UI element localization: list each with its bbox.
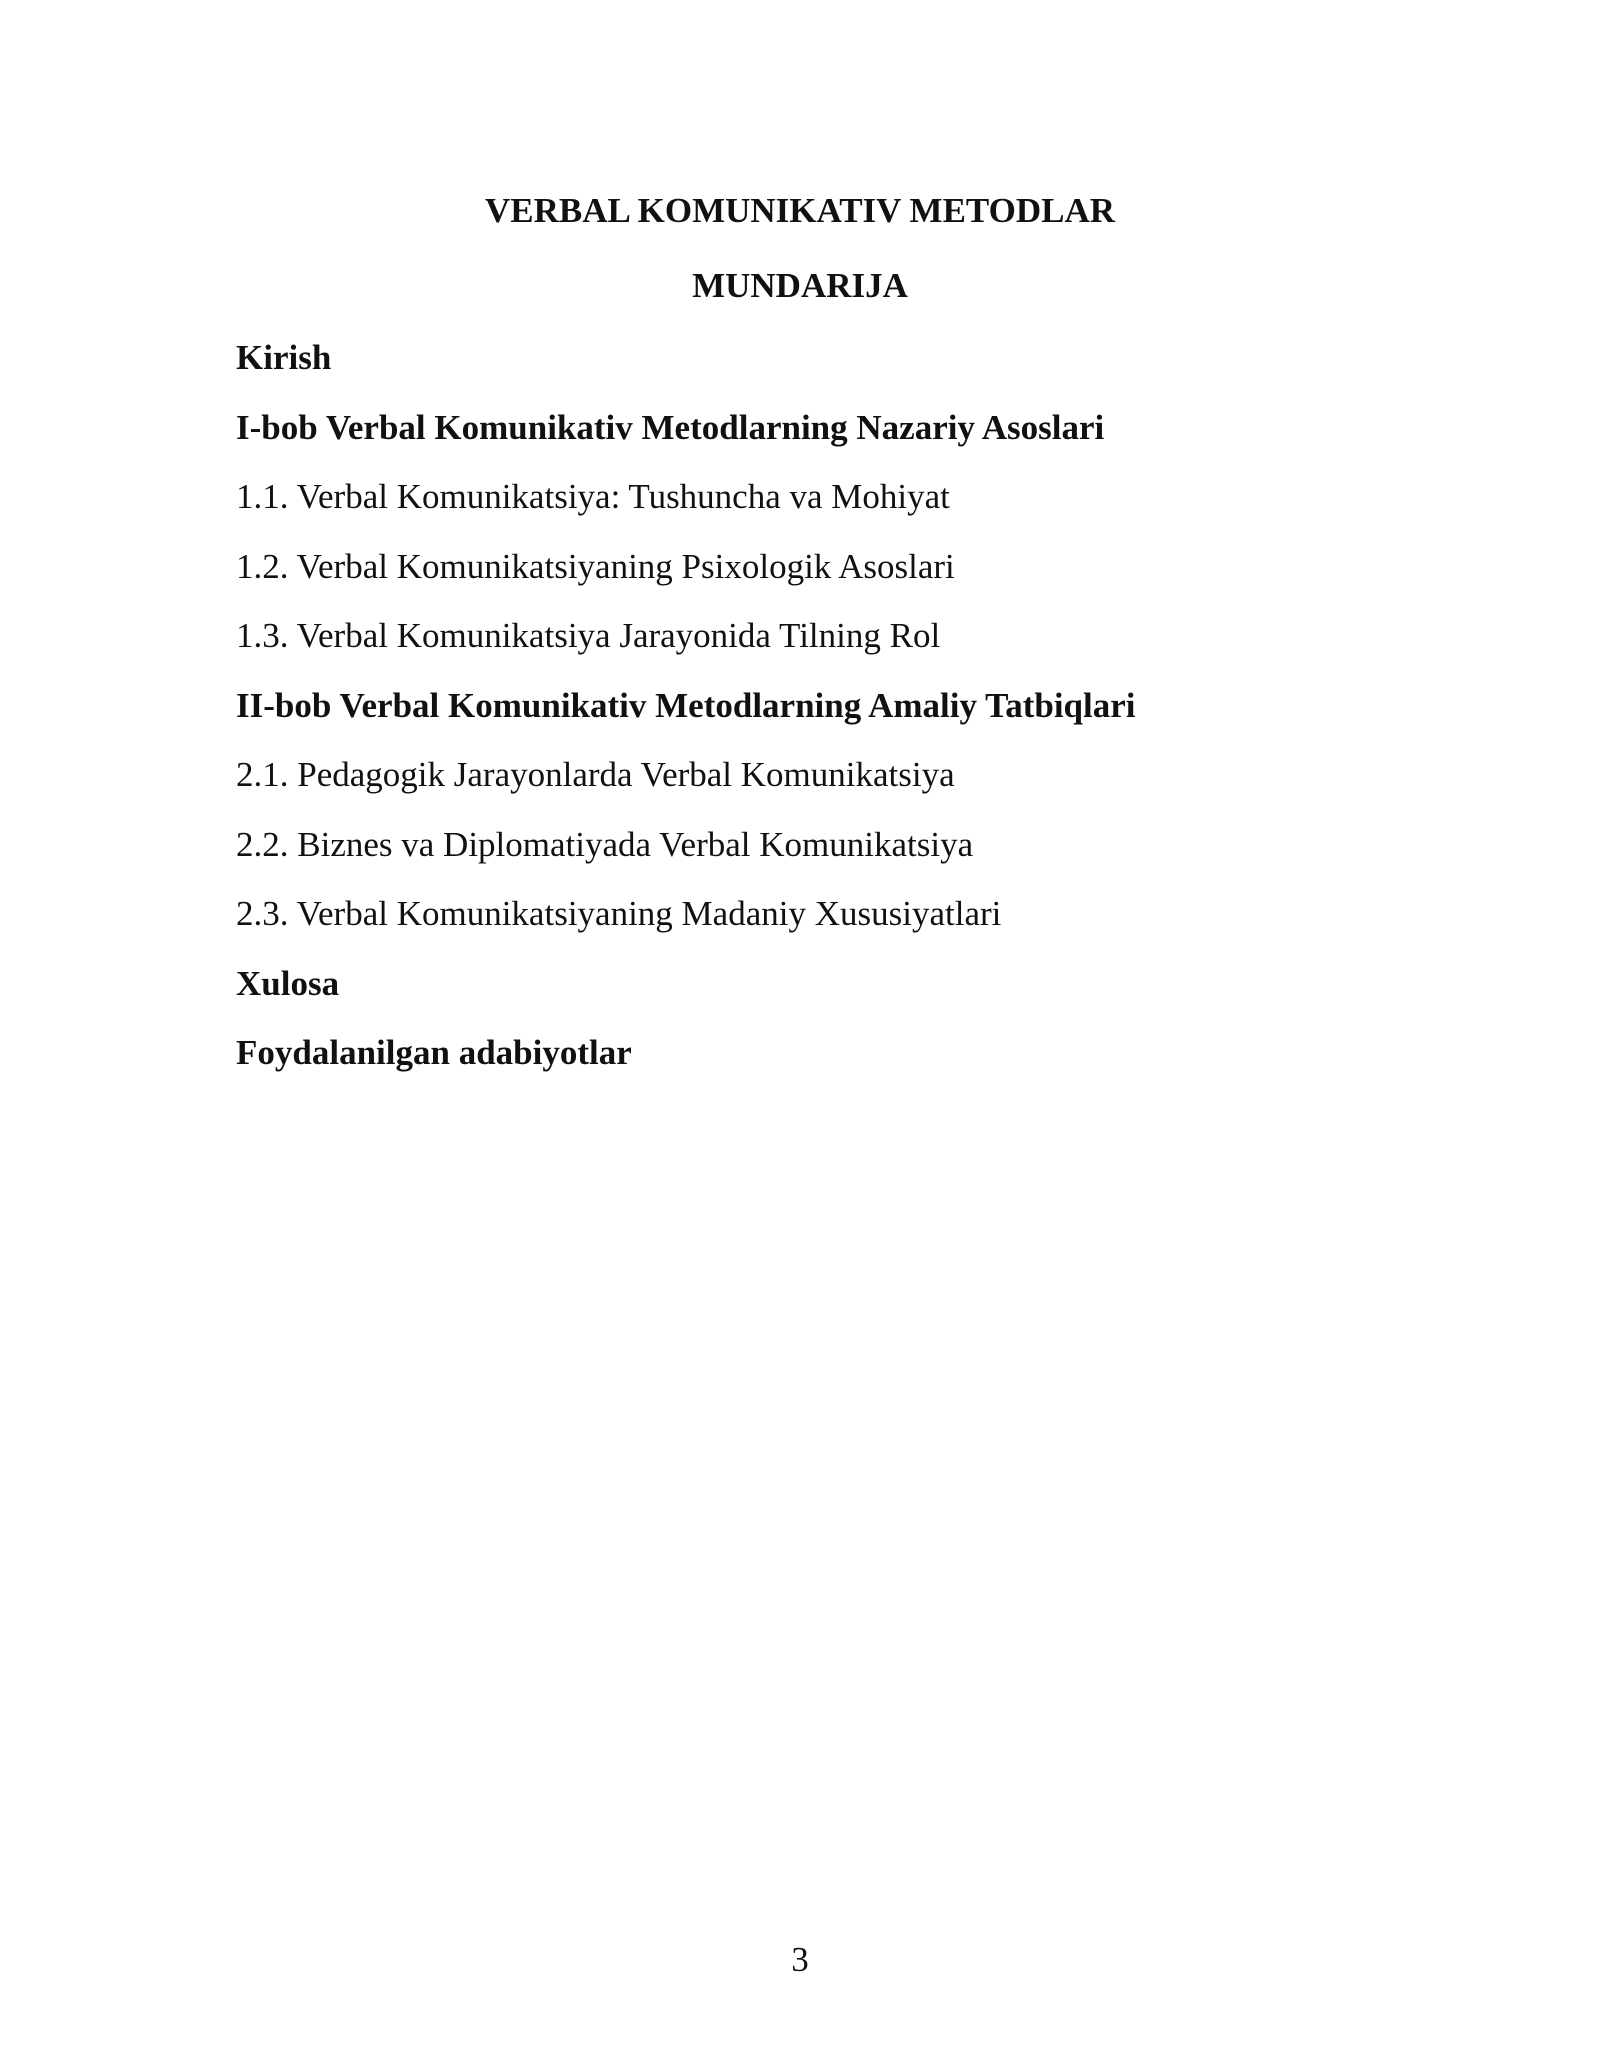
toc-entry-kirish: Kirish — [236, 338, 332, 377]
document-title: VERBAL KOMUNIKATIV METODLAR — [484, 191, 1116, 230]
table-of-contents — [236, 338, 1436, 1103]
toc-entry-1-1: 1.1. Verbal Komunikatsiya: Tushuncha va Mohiyat — [236, 477, 950, 516]
toc-entry-references: Foydalanilgan adabiyotlar — [236, 1033, 632, 1072]
toc-entry-chapter-1: I-bob Verbal Komunikativ Metodlarning Nazariy Asoslari — [236, 407, 1105, 447]
toc-entry-2-3: 2.3. Verbal Komunikatsiyaning Madaniy Xususiyatlari — [236, 894, 1002, 933]
toc-entry-chapter-2: II-bob Verbal Komunikativ Metodlarning Amaliy Tatbiqlari — [236, 685, 1136, 725]
toc-heading: MUNDARIJA — [692, 266, 908, 305]
toc-entry-1-3: 1.3. Verbal Komunikatsiya Jarayonida Tilning Rol — [236, 616, 941, 655]
page-number: 3 — [791, 1940, 809, 1979]
toc-entry-1-2: 1.2. Verbal Komunikatsiyaning Psixologik Asoslari — [236, 546, 955, 586]
toc-entry-2-2: 2.2. Biznes va Diplomatiyada Verbal Komunikatsiya — [236, 824, 974, 864]
toc-entry-2-1: 2.1. Pedagogik Jarayonlarda Verbal Komunikatsiya — [236, 755, 955, 794]
toc-entry-xulosa: Xulosa — [236, 963, 340, 1003]
